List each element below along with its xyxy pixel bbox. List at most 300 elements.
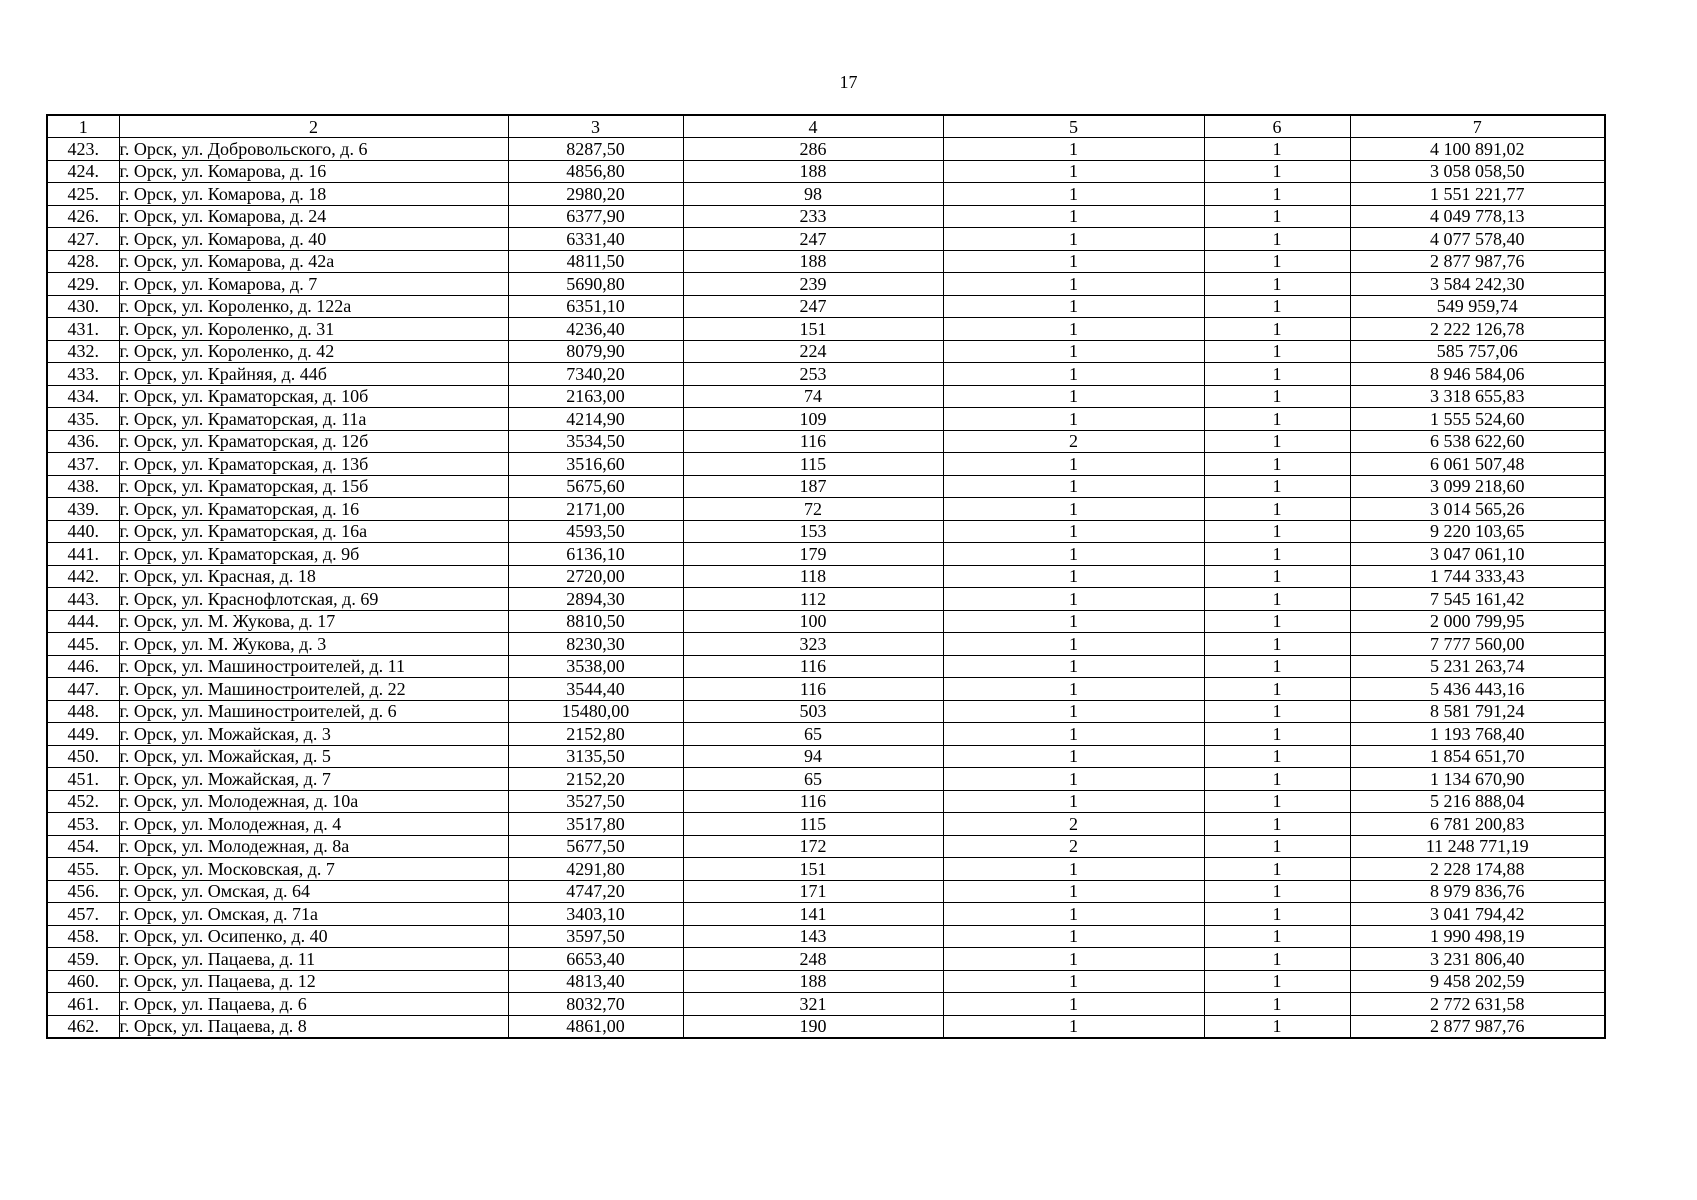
residents-cell: 248 [683,948,943,971]
area-cell: 2980,20 [508,183,683,206]
col6-cell: 1 [1204,790,1350,813]
row-number-cell: 454. [47,835,119,858]
amount-cell: 1 134 670,90 [1350,768,1605,791]
amount-cell: 9 458 202,59 [1350,970,1605,993]
col6-cell: 1 [1204,948,1350,971]
table-row [47,858,1605,881]
row-number-cell: 461. [47,993,119,1016]
col5-cell: 1 [943,948,1204,971]
col5-cell: 1 [943,228,1204,251]
residents-cell: 116 [683,430,943,453]
area-cell: 6377,90 [508,205,683,228]
area-cell: 8230,30 [508,633,683,656]
col5-cell: 1 [943,790,1204,813]
table-row [47,745,1605,768]
area-cell: 3516,60 [508,453,683,476]
address-cell: г. Орск, ул. Омская, д. 64 [119,880,508,903]
area-cell: 5675,60 [508,475,683,498]
residents-cell: 72 [683,498,943,521]
table-row [47,138,1605,161]
address-cell: г. Орск, ул. Машиностроителей, д. 11 [119,655,508,678]
area-cell: 6136,10 [508,543,683,566]
area-cell: 6351,10 [508,295,683,318]
header-cell: 6 [1204,115,1350,138]
amount-cell: 2 877 987,76 [1350,1015,1605,1038]
table-row [47,610,1605,633]
area-cell: 4747,20 [508,880,683,903]
address-cell: г. Орск, ул. Московская, д. 7 [119,858,508,881]
row-number-cell: 425. [47,183,119,206]
table-row [47,363,1605,386]
amount-cell: 4 077 578,40 [1350,228,1605,251]
row-number-cell: 449. [47,723,119,746]
address-cell: г. Орск, ул. М. Жукова, д. 3 [119,633,508,656]
table-row [47,970,1605,993]
amount-cell: 5 436 443,16 [1350,678,1605,701]
amount-cell: 11 248 771,19 [1350,835,1605,858]
address-cell: г. Орск, ул. Добровольского, д. 6 [119,138,508,161]
address-cell: г. Орск, ул. Машиностроителей, д. 6 [119,700,508,723]
col5-cell: 1 [943,160,1204,183]
col6-cell: 1 [1204,723,1350,746]
table-row [47,588,1605,611]
header-cell: 7 [1350,115,1605,138]
table-row [47,520,1605,543]
amount-cell: 5 231 263,74 [1350,655,1605,678]
col6-cell: 1 [1204,318,1350,341]
table-row [47,993,1605,1016]
col6-cell: 1 [1204,610,1350,633]
header-cell: 2 [119,115,508,138]
col6-cell: 1 [1204,385,1350,408]
col5-cell: 1 [943,498,1204,521]
header-cell: 4 [683,115,943,138]
area-cell: 8810,50 [508,610,683,633]
address-cell: г. Орск, ул. Молодежная, д. 8а [119,835,508,858]
row-number-cell: 453. [47,813,119,836]
row-number-cell: 456. [47,880,119,903]
amount-cell: 1 551 221,77 [1350,183,1605,206]
amount-cell: 1 744 333,43 [1350,565,1605,588]
row-number-cell: 462. [47,1015,119,1038]
header-cell: 1 [47,115,119,138]
col5-cell: 1 [943,295,1204,318]
amount-cell: 5 216 888,04 [1350,790,1605,813]
address-cell: г. Орск, ул. Пацаева, д. 12 [119,970,508,993]
table-row [47,633,1605,656]
row-number-cell: 440. [47,520,119,543]
residents-cell: 233 [683,205,943,228]
row-number-cell: 439. [47,498,119,521]
area-cell: 15480,00 [508,700,683,723]
col6-cell: 1 [1204,273,1350,296]
address-cell: г. Орск, ул. Краснофлотская, д. 69 [119,588,508,611]
address-cell: г. Орск, ул. Осипенко, д. 40 [119,925,508,948]
address-cell: г. Орск, ул. Короленко, д. 42 [119,340,508,363]
col6-cell: 1 [1204,970,1350,993]
table-row [47,925,1605,948]
residents-cell: 224 [683,340,943,363]
area-cell: 3597,50 [508,925,683,948]
col6-cell: 1 [1204,250,1350,273]
col5-cell: 1 [943,678,1204,701]
area-cell: 3538,00 [508,655,683,678]
col6-cell: 1 [1204,903,1350,926]
address-cell: г. Орск, ул. Краматорская, д. 12б [119,430,508,453]
col5-cell: 1 [943,520,1204,543]
residents-cell: 503 [683,700,943,723]
row-number-cell: 435. [47,408,119,431]
address-cell: г. Орск, ул. Краматорская, д. 16 [119,498,508,521]
col6-cell: 1 [1204,498,1350,521]
table-row [47,205,1605,228]
address-cell: г. Орск, ул. Пацаева, д. 11 [119,948,508,971]
table-row [47,160,1605,183]
col6-cell: 1 [1204,745,1350,768]
table-row [47,498,1605,521]
col6-cell: 1 [1204,880,1350,903]
address-cell: г. Орск, ул. Короленко, д. 31 [119,318,508,341]
address-cell: г. Орск, ул. Комарова, д. 40 [119,228,508,251]
address-cell: г. Орск, ул. Можайская, д. 7 [119,768,508,791]
residents-cell: 143 [683,925,943,948]
amount-cell: 3 231 806,40 [1350,948,1605,971]
amount-cell: 2 000 799,95 [1350,610,1605,633]
col6-cell: 1 [1204,813,1350,836]
area-cell: 3544,40 [508,678,683,701]
address-cell: г. Орск, ул. Молодежная, д. 4 [119,813,508,836]
residents-cell: 171 [683,880,943,903]
table-row [47,1015,1605,1038]
row-number-cell: 452. [47,790,119,813]
row-number-cell: 426. [47,205,119,228]
amount-cell: 1 555 524,60 [1350,408,1605,431]
address-cell: г. Орск, ул. Машиностроителей, д. 22 [119,678,508,701]
col5-cell: 1 [943,340,1204,363]
table-row [47,813,1605,836]
table-row [47,790,1605,813]
row-number-cell: 448. [47,700,119,723]
col5-cell: 1 [943,1015,1204,1038]
col5-cell: 1 [943,138,1204,161]
address-cell: г. Орск, ул. Краматорская, д. 10б [119,385,508,408]
col6-cell: 1 [1204,543,1350,566]
area-cell: 8032,70 [508,993,683,1016]
address-cell: г. Орск, ул. Короленко, д. 122а [119,295,508,318]
residents-cell: 179 [683,543,943,566]
table-row [47,228,1605,251]
table-row [47,408,1605,431]
col6-cell: 1 [1204,993,1350,1016]
area-cell: 2720,00 [508,565,683,588]
amount-cell: 8 979 836,76 [1350,880,1605,903]
row-number-cell: 436. [47,430,119,453]
table-row [47,678,1605,701]
address-cell: г. Орск, ул. Красная, д. 18 [119,565,508,588]
residents-cell: 116 [683,790,943,813]
row-number-cell: 457. [47,903,119,926]
col6-cell: 1 [1204,925,1350,948]
row-number-cell: 458. [47,925,119,948]
col5-cell: 2 [943,813,1204,836]
table-row [47,768,1605,791]
table-row [47,295,1605,318]
row-number-cell: 451. [47,768,119,791]
row-number-cell: 447. [47,678,119,701]
row-number-cell: 446. [47,655,119,678]
col6-cell: 1 [1204,295,1350,318]
amount-cell: 7 777 560,00 [1350,633,1605,656]
amount-cell: 2 228 174,88 [1350,858,1605,881]
col5-cell: 1 [943,363,1204,386]
row-number-cell: 443. [47,588,119,611]
col5-cell: 1 [943,925,1204,948]
residents-cell: 115 [683,813,943,836]
amount-cell: 8 946 584,06 [1350,363,1605,386]
area-cell: 4856,80 [508,160,683,183]
area-cell: 2163,00 [508,385,683,408]
row-number-cell: 438. [47,475,119,498]
table-row [47,835,1605,858]
table-row [47,543,1605,566]
area-cell: 2152,80 [508,723,683,746]
header-cell: 5 [943,115,1204,138]
residents-cell: 188 [683,970,943,993]
amount-cell: 9 220 103,65 [1350,520,1605,543]
residents-cell: 323 [683,633,943,656]
residents-cell: 151 [683,318,943,341]
amount-cell: 3 318 655,83 [1350,385,1605,408]
residents-cell: 65 [683,768,943,791]
area-cell: 4236,40 [508,318,683,341]
area-cell: 2171,00 [508,498,683,521]
table-row [47,723,1605,746]
amount-cell: 6 781 200,83 [1350,813,1605,836]
residents-cell: 188 [683,250,943,273]
col6-cell: 1 [1204,228,1350,251]
col5-cell: 1 [943,318,1204,341]
col5-cell: 1 [943,385,1204,408]
address-cell: г. Орск, ул. Комарова, д. 24 [119,205,508,228]
col6-cell: 1 [1204,453,1350,476]
data-table [46,114,1606,1039]
row-number-cell: 428. [47,250,119,273]
header-row [47,115,1605,138]
area-cell: 2152,20 [508,768,683,791]
col5-cell: 1 [943,588,1204,611]
residents-cell: 118 [683,565,943,588]
amount-cell: 6 538 622,60 [1350,430,1605,453]
table-row [47,475,1605,498]
col5-cell: 1 [943,565,1204,588]
table-row [47,430,1605,453]
address-cell: г. Орск, ул. Краматорская, д. 13б [119,453,508,476]
area-cell: 5690,80 [508,273,683,296]
area-cell: 4811,50 [508,250,683,273]
address-cell: г. Орск, ул. Краматорская, д. 16а [119,520,508,543]
address-cell: г. Орск, ул. Комарова, д. 16 [119,160,508,183]
col5-cell: 1 [943,880,1204,903]
col5-cell: 1 [943,205,1204,228]
residents-cell: 74 [683,385,943,408]
col5-cell: 1 [943,993,1204,1016]
residents-cell: 100 [683,610,943,633]
address-cell: г. Орск, ул. Омская, д. 71а [119,903,508,926]
col5-cell: 1 [943,543,1204,566]
col6-cell: 1 [1204,858,1350,881]
residents-cell: 239 [683,273,943,296]
col5-cell: 1 [943,903,1204,926]
amount-cell: 1 854 651,70 [1350,745,1605,768]
col5-cell: 1 [943,655,1204,678]
amount-cell: 3 058 058,50 [1350,160,1605,183]
col5-cell: 1 [943,700,1204,723]
row-number-cell: 433. [47,363,119,386]
col6-cell: 1 [1204,633,1350,656]
area-cell: 8287,50 [508,138,683,161]
table-row [47,250,1605,273]
residents-cell: 116 [683,678,943,701]
row-number-cell: 450. [47,745,119,768]
residents-cell: 65 [683,723,943,746]
row-number-cell: 459. [47,948,119,971]
row-number-cell: 460. [47,970,119,993]
amount-cell: 2 772 631,58 [1350,993,1605,1016]
amount-cell: 8 581 791,24 [1350,700,1605,723]
address-cell: г. Орск, ул. Можайская, д. 5 [119,745,508,768]
row-number-cell: 430. [47,295,119,318]
amount-cell: 3 041 794,42 [1350,903,1605,926]
residents-cell: 190 [683,1015,943,1038]
amount-cell: 3 584 242,30 [1350,273,1605,296]
residents-cell: 253 [683,363,943,386]
col6-cell: 1 [1204,835,1350,858]
area-cell: 4813,40 [508,970,683,993]
area-cell: 3527,50 [508,790,683,813]
amount-cell: 4 049 778,13 [1350,205,1605,228]
table-row [47,903,1605,926]
residents-cell: 321 [683,993,943,1016]
area-cell: 6331,40 [508,228,683,251]
row-number-cell: 444. [47,610,119,633]
row-number-cell: 442. [47,565,119,588]
table-row [47,318,1605,341]
row-number-cell: 441. [47,543,119,566]
area-cell: 3135,50 [508,745,683,768]
amount-cell: 1 193 768,40 [1350,723,1605,746]
amount-cell: 2 877 987,76 [1350,250,1605,273]
row-number-cell: 445. [47,633,119,656]
header-cell: 3 [508,115,683,138]
table-row [47,948,1605,971]
area-cell: 4291,80 [508,858,683,881]
address-cell: г. Орск, ул. М. Жукова, д. 17 [119,610,508,633]
col5-cell: 1 [943,858,1204,881]
col6-cell: 1 [1204,408,1350,431]
row-number-cell: 437. [47,453,119,476]
residents-cell: 112 [683,588,943,611]
col5-cell: 1 [943,768,1204,791]
area-cell: 2894,30 [508,588,683,611]
residents-cell: 109 [683,408,943,431]
col6-cell: 1 [1204,1015,1350,1038]
row-number-cell: 429. [47,273,119,296]
col6-cell: 1 [1204,565,1350,588]
col6-cell: 1 [1204,138,1350,161]
col5-cell: 1 [943,273,1204,296]
col6-cell: 1 [1204,363,1350,386]
area-cell: 3403,10 [508,903,683,926]
col5-cell: 1 [943,610,1204,633]
amount-cell: 3 014 565,26 [1350,498,1605,521]
col5-cell: 1 [943,183,1204,206]
residents-cell: 153 [683,520,943,543]
row-number-cell: 432. [47,340,119,363]
residents-cell: 141 [683,903,943,926]
row-number-cell: 424. [47,160,119,183]
table-row [47,700,1605,723]
residents-cell: 151 [683,858,943,881]
col6-cell: 1 [1204,588,1350,611]
table-row [47,453,1605,476]
row-number-cell: 455. [47,858,119,881]
address-cell: г. Орск, ул. Пацаева, д. 6 [119,993,508,1016]
area-cell: 3517,80 [508,813,683,836]
amount-cell: 3 099 218,60 [1350,475,1605,498]
address-cell: г. Орск, ул. Комарова, д. 7 [119,273,508,296]
residents-cell: 172 [683,835,943,858]
area-cell: 4214,90 [508,408,683,431]
col5-cell: 1 [943,250,1204,273]
table-row [47,880,1605,903]
residents-cell: 116 [683,655,943,678]
address-cell: г. Орск, ул. Пацаева, д. 8 [119,1015,508,1038]
residents-cell: 247 [683,228,943,251]
col6-cell: 1 [1204,700,1350,723]
area-cell: 7340,20 [508,363,683,386]
col6-cell: 1 [1204,430,1350,453]
row-number-cell: 431. [47,318,119,341]
col5-cell: 1 [943,633,1204,656]
col6-cell: 1 [1204,340,1350,363]
col6-cell: 1 [1204,160,1350,183]
amount-cell: 585 757,06 [1350,340,1605,363]
residents-cell: 115 [683,453,943,476]
table-row [47,565,1605,588]
amount-cell: 1 990 498,19 [1350,925,1605,948]
area-cell: 6653,40 [508,948,683,971]
table-row [47,655,1605,678]
address-cell: г. Орск, ул. Краматорская, д. 9б [119,543,508,566]
col6-cell: 1 [1204,205,1350,228]
address-cell: г. Орск, ул. Крайняя, д. 44б [119,363,508,386]
address-cell: г. Орск, ул. Комарова, д. 42а [119,250,508,273]
col6-cell: 1 [1204,520,1350,543]
amount-cell: 6 061 507,48 [1350,453,1605,476]
area-cell: 3534,50 [508,430,683,453]
residents-cell: 98 [683,183,943,206]
amount-cell: 2 222 126,78 [1350,318,1605,341]
row-number-cell: 423. [47,138,119,161]
residents-cell: 94 [683,745,943,768]
col6-cell: 1 [1204,475,1350,498]
residents-cell: 187 [683,475,943,498]
amount-cell: 549 959,74 [1350,295,1605,318]
area-cell: 4593,50 [508,520,683,543]
residents-cell: 247 [683,295,943,318]
amount-cell: 4 100 891,02 [1350,138,1605,161]
col5-cell: 2 [943,430,1204,453]
